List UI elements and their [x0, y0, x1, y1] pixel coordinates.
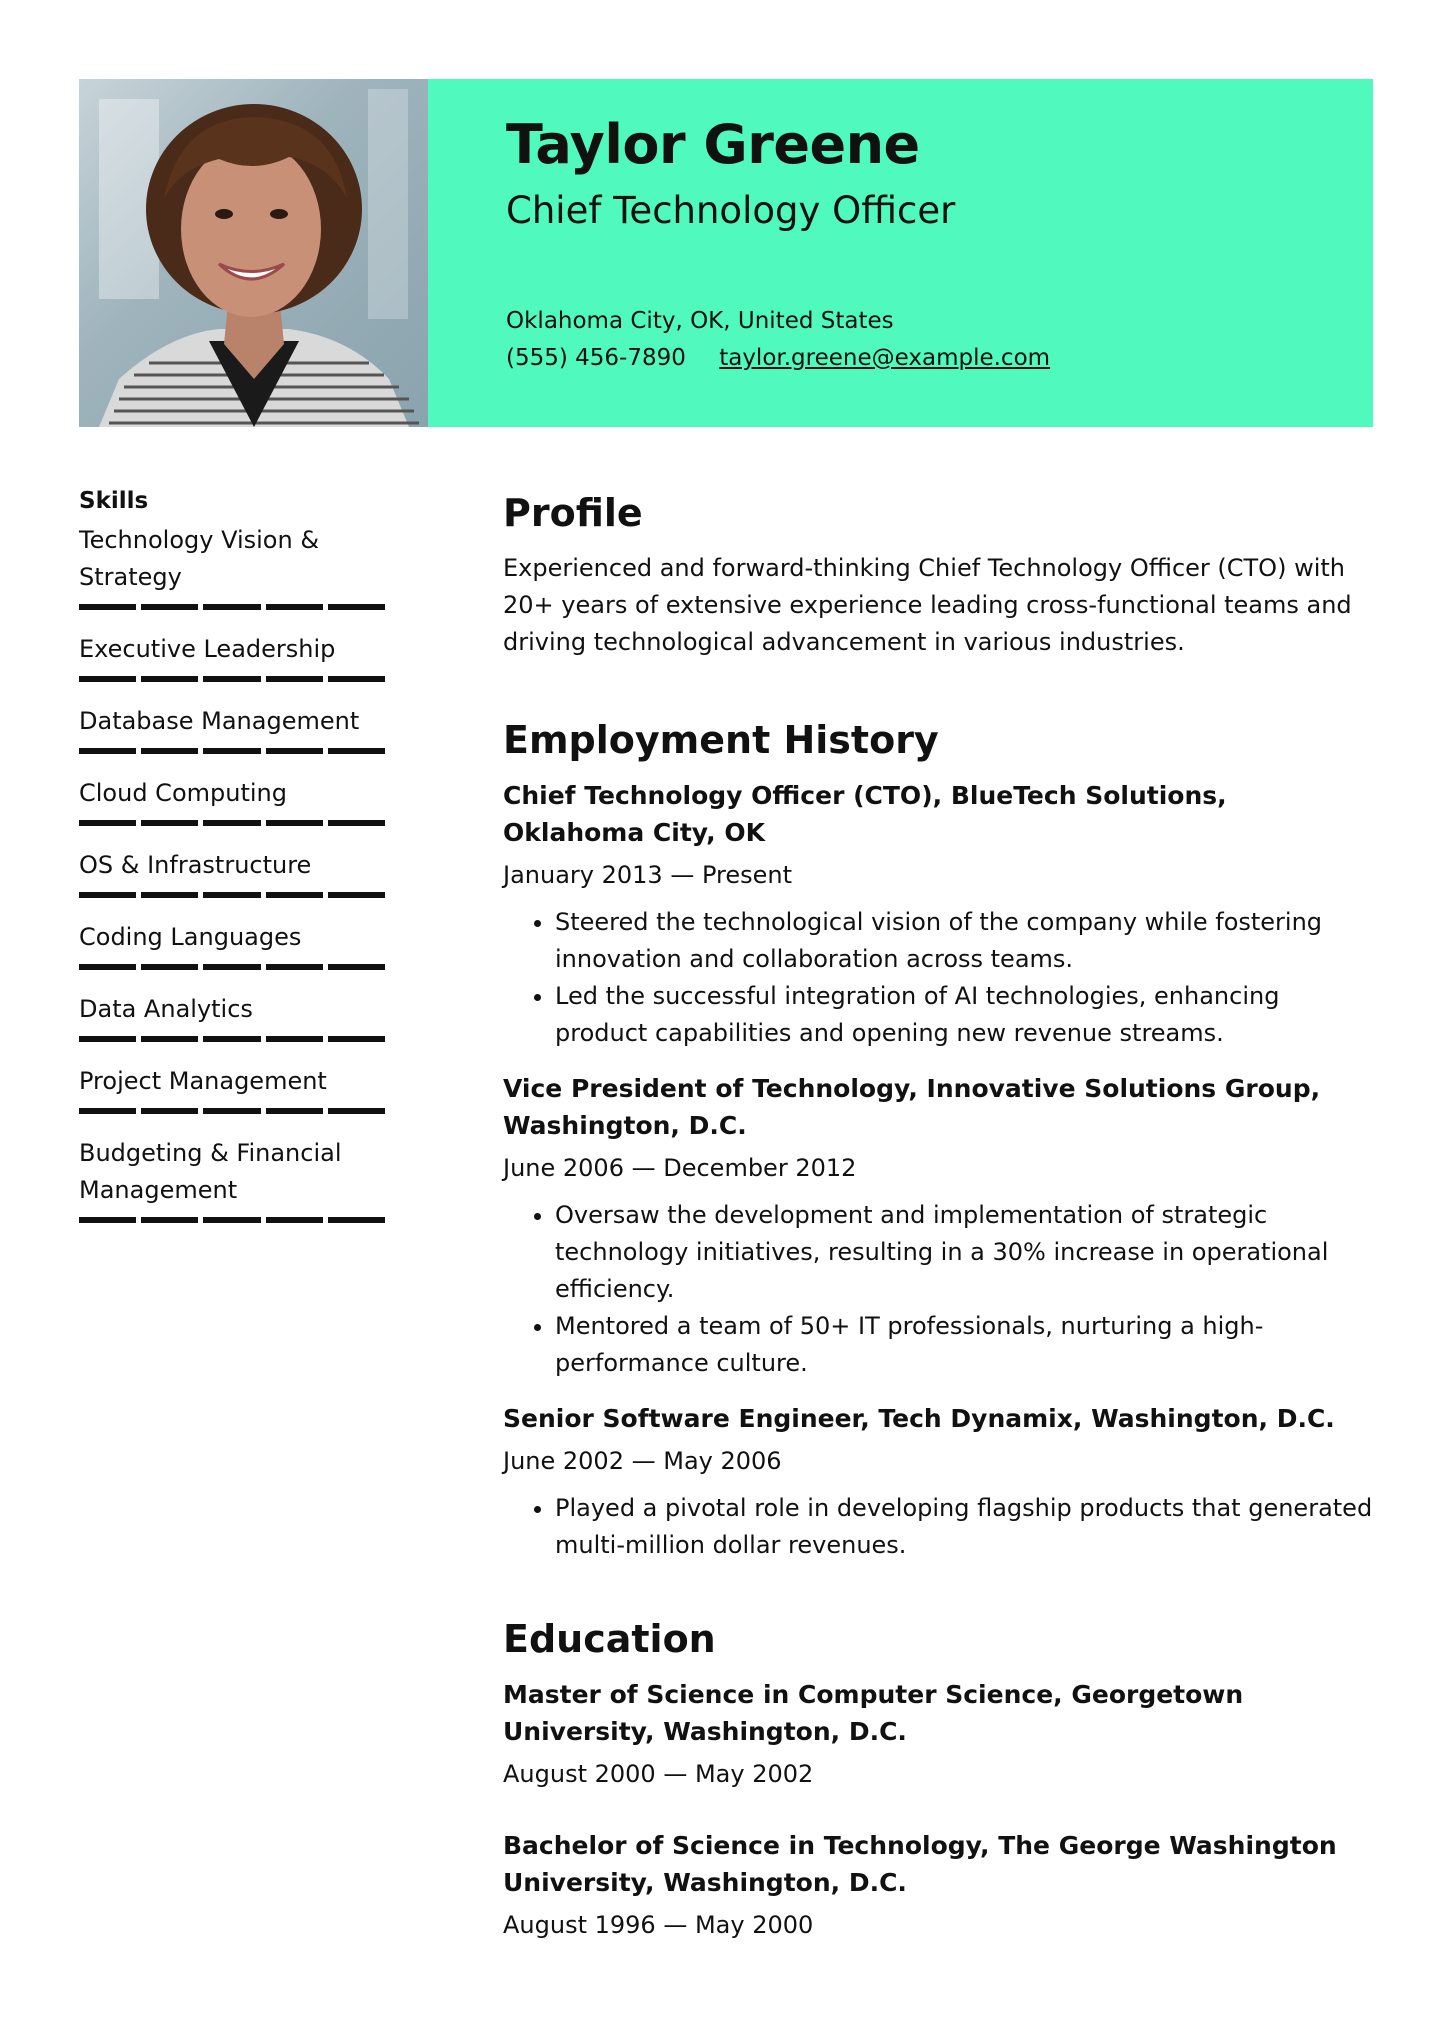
- job-entry: [503, 777, 1375, 1052]
- skill-level-segment: [266, 604, 323, 610]
- candidate-email-link[interactable]: taylor.greene@example.com: [719, 345, 1051, 371]
- education-degree: Master of Science in Computer Science, Georgetown University, Washington, D.C.: [503, 1680, 1244, 1746]
- header-info-panel: [428, 79, 1373, 427]
- skill-level-segment: [203, 820, 260, 826]
- skill-level-bar: [79, 820, 385, 826]
- job-bullets: [503, 1490, 1375, 1564]
- skill-item: [79, 919, 409, 970]
- job-entry: [503, 1070, 1375, 1382]
- profile-photo: [79, 79, 428, 427]
- job-title: Chief Technology Officer (CTO), BlueTech Solutions, Oklahoma City, OK: [503, 781, 1227, 847]
- skill-level-segment: [79, 1217, 136, 1223]
- skill-level-segment: [141, 1217, 198, 1223]
- candidate-phone: (555) 456-7890: [506, 345, 686, 371]
- skill-level-segment: [266, 676, 323, 682]
- skill-item: [79, 522, 409, 610]
- job-dates: June 2006 — December 2012: [503, 1154, 857, 1182]
- skill-level-segment: [141, 1036, 198, 1042]
- candidate-name: Taylor Greene: [506, 113, 920, 176]
- education-entry: [503, 1827, 1375, 1944]
- skill-name: Data Analytics: [79, 995, 253, 1023]
- skill-level-segment: [328, 1108, 385, 1114]
- skill-name: Cloud Computing: [79, 779, 287, 807]
- skill-name: Technology Vision & Strategy: [79, 526, 320, 591]
- education-section: [503, 1614, 1375, 1944]
- skill-level-segment: [328, 964, 385, 970]
- skill-level-bar: [79, 604, 385, 610]
- skill-level-segment: [79, 820, 136, 826]
- employment-section: [503, 715, 1375, 1564]
- skill-level-bar: [79, 892, 385, 898]
- skill-level-segment: [328, 676, 385, 682]
- education-dates: August 1996 — May 2000: [503, 1911, 814, 1939]
- profile-heading: Profile: [503, 491, 643, 535]
- skill-level-segment: [328, 892, 385, 898]
- skill-level-segment: [79, 964, 136, 970]
- job-entry: [503, 1400, 1375, 1564]
- skill-level-segment: [203, 1108, 260, 1114]
- job-bullet: • Oversaw the development and implementation of strategic technology initiatives, resulting in a 30% increase in operational efficiency.: [555, 1197, 1375, 1308]
- skill-level-segment: [141, 964, 198, 970]
- skill-level-segment: [203, 676, 260, 682]
- skill-level-segment: [266, 820, 323, 826]
- skill-item: [79, 775, 409, 826]
- skill-level-segment: [203, 892, 260, 898]
- skill-level-segment: [141, 820, 198, 826]
- resume-header: [79, 79, 1373, 427]
- skill-name: Budgeting & Financial Management: [79, 1139, 342, 1204]
- skill-level-segment: [141, 604, 198, 610]
- skill-level-segment: [79, 676, 136, 682]
- education-heading: Education: [503, 1617, 716, 1661]
- skill-name: Project Management: [79, 1067, 327, 1095]
- job-dates: June 2002 — May 2006: [503, 1447, 782, 1475]
- education-dates: August 2000 — May 2002: [503, 1760, 814, 1788]
- skill-level-bar: [79, 1217, 385, 1223]
- skill-item: [79, 847, 409, 898]
- job-bullet: • Mentored a team of 50+ IT professionals, nurturing a high-performance culture.: [555, 1308, 1375, 1382]
- skill-level-segment: [79, 1036, 136, 1042]
- job-bullets: [503, 1197, 1375, 1382]
- skill-level-bar: [79, 1108, 385, 1114]
- contact-line: [506, 345, 1050, 371]
- skill-level-segment: [141, 1108, 198, 1114]
- main-content: [503, 488, 1375, 1978]
- skill-item: [79, 703, 409, 754]
- job-dates: January 2013 — Present: [503, 861, 792, 889]
- skill-level-segment: [266, 1108, 323, 1114]
- skill-level-segment: [203, 1036, 260, 1042]
- job-bullet: • Steered the technological vision of the company while fostering innovation and collaboration across teams.: [555, 904, 1375, 978]
- education-degree: Bachelor of Science in Technology, The George Washington University, Washington, D.C.: [503, 1831, 1337, 1897]
- skill-level-segment: [141, 892, 198, 898]
- skill-level-segment: [328, 604, 385, 610]
- portrait-illustration: [79, 79, 428, 427]
- skill-level-segment: [79, 1108, 136, 1114]
- skill-level-segment: [79, 892, 136, 898]
- candidate-location: Oklahoma City, OK, United States: [506, 308, 894, 334]
- jobs-list: [503, 777, 1375, 1564]
- skill-level-bar: [79, 1036, 385, 1042]
- skills-list: [79, 522, 409, 1223]
- skill-item: [79, 1135, 409, 1223]
- skill-name: OS & Infrastructure: [79, 851, 312, 879]
- profile-section: [503, 488, 1375, 661]
- job-title: Vice President of Technology, Innovative Solutions Group, Washington, D.C.: [503, 1074, 1321, 1140]
- skills-sidebar: [79, 488, 409, 1244]
- education-list: [503, 1676, 1375, 1944]
- skill-level-segment: [203, 748, 260, 754]
- skill-level-segment: [266, 748, 323, 754]
- skill-level-segment: [203, 964, 260, 970]
- skill-level-segment: [328, 820, 385, 826]
- skill-level-bar: [79, 676, 385, 682]
- skill-item: [79, 991, 409, 1042]
- skill-level-segment: [141, 676, 198, 682]
- skill-item: [79, 631, 409, 682]
- job-title: Senior Software Engineer, Tech Dynamix, Washington, D.C.: [503, 1404, 1335, 1433]
- skill-level-segment: [79, 748, 136, 754]
- skill-level-segment: [328, 748, 385, 754]
- skill-level-segment: [79, 604, 136, 610]
- skill-item: [79, 1063, 409, 1114]
- skill-level-segment: [266, 892, 323, 898]
- employment-heading: Employment History: [503, 718, 939, 762]
- profile-text: Experienced and forward-thinking Chief Technology Officer (CTO) with 20+ years of extensive experience leading cross-functional teams and driving technological advancement in various industries.: [503, 554, 1352, 656]
- job-bullet: • Led the successful integration of AI technologies, enhancing product capabilities and opening new revenue streams.: [555, 978, 1375, 1052]
- skill-level-segment: [141, 748, 198, 754]
- job-bullet: • Played a pivotal role in developing flagship products that generated multi-million dollar revenues.: [555, 1490, 1375, 1564]
- skill-level-bar: [79, 748, 385, 754]
- skill-name: Executive Leadership: [79, 635, 336, 663]
- skill-level-segment: [266, 1217, 323, 1223]
- education-entry: [503, 1676, 1375, 1793]
- skill-level-segment: [203, 1217, 260, 1223]
- skill-level-bar: [79, 964, 385, 970]
- skill-level-segment: [328, 1036, 385, 1042]
- skill-name: Database Management: [79, 707, 360, 735]
- candidate-title: Chief Technology Officer: [506, 189, 956, 232]
- skill-level-segment: [203, 604, 260, 610]
- skill-level-segment: [266, 1036, 323, 1042]
- skill-level-segment: [328, 1217, 385, 1223]
- skills-heading: Skills: [79, 488, 149, 514]
- job-bullets: [503, 904, 1375, 1052]
- skill-name: Coding Languages: [79, 923, 302, 951]
- skill-level-segment: [266, 964, 323, 970]
